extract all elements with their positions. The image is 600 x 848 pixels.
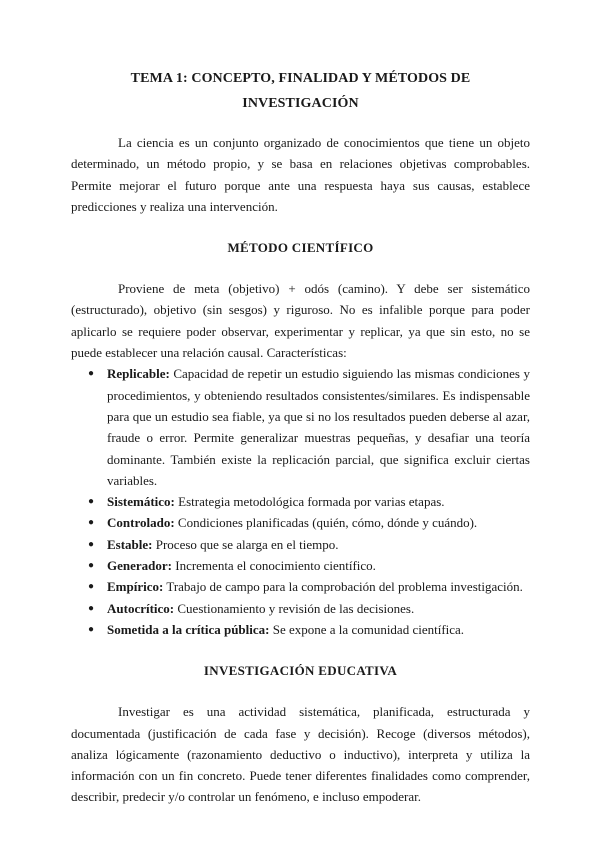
feature-term: Generador: — [107, 558, 172, 574]
bullet-icon: ● — [88, 517, 95, 529]
section-heading-metodo-cientifico: MÉTODO CIENTÍFICO — [227, 240, 374, 256]
list-item-estable — [71, 534, 530, 555]
spacer — [71, 640, 530, 660]
investigacion-paragraph: Investigar es una actividad sistemática, planificada, estructurada y documentada (justificación de cada fase y decisión). Recoge (diversos métodos), analiza lógicamente (razonamiento deductivo o inductivo), interpreta y utiliza la información con un fin concreto. Puede tener diferentes finalidades como comprender, describir, predecir y/o controlar un fenómeno, e incluso empoderar. — [71, 704, 530, 805]
bullet-icon: ● — [88, 623, 95, 635]
feature-desc: Condiciones planificadas (quién, cómo, dónde y cuándo). — [174, 515, 478, 531]
list-item-replicable — [71, 363, 530, 491]
list-item-sistematico — [71, 491, 530, 512]
feature-desc: Se expone a la comunidad científica. — [269, 621, 465, 637]
document-page — [71, 66, 530, 808]
intro-paragraph: La ciencia es un conjunto organizado de conocimientos que tiene un objeto determinado, un método propio, y se basa en relaciones objetivas comprobables. Permite mejorar el futuro porque ante una respuesta haya sus causas, establece predicciones y realiza una intervención. — [71, 135, 530, 214]
list-item-autocritico — [71, 598, 530, 619]
feature-desc: Estrategia metodológica formada por varias etapas. — [174, 494, 445, 510]
feature-term: Sometida a la crítica pública: — [107, 621, 270, 637]
feature-term: Controlado: — [107, 515, 175, 531]
bullet-icon: ● — [88, 538, 95, 550]
feature-term: Replicable: — [107, 366, 170, 382]
feature-desc: Proceso que se alarga en el tiempo. — [152, 536, 339, 552]
document-title: TEMA 1: CONCEPTO, FINALIDAD Y MÉTODOS DE INVESTIGACIÓN — [130, 71, 471, 111]
bullet-icon: ● — [88, 602, 95, 614]
spacer — [71, 258, 530, 278]
feature-desc: Incrementa el conocimiento científico. — [171, 558, 376, 574]
feature-desc: Capacidad de repetir un estudio siguiendo las mismas condiciones y procedimientos, y obteniendo resultados consistentes/similares. Es indispensable para que un estudio sea fiable, ya que si no los resultados pueden deberse al azar, fraude o error. Permite generalizar muestras pequeñas, y desafiar una teoría dominante. También existe la replicación parcial, que significa excluir ciertas variables. — [107, 366, 530, 488]
list-item-controlado — [71, 512, 530, 533]
features-list — [71, 363, 530, 640]
feature-desc: Cuestionamiento y revisión de las decisiones. — [174, 600, 415, 616]
section-heading-investigacion-educativa: INVESTIGACIÓN EDUCATIVA — [203, 663, 398, 679]
list-item-sometida — [71, 619, 530, 640]
bullet-icon: ● — [88, 368, 95, 380]
feature-term: Sistemático: — [107, 494, 175, 510]
feature-term: Estable: — [107, 536, 153, 552]
feature-desc: Trabajo de campo para la comprobación del problema investigación. — [163, 579, 523, 595]
metodo-paragraph: Proviene de meta (objetivo) + odós (camino). Y debe ser sistemático (estructurado), objetivo (sin sesgos) y riguroso. No es infalible porque para poder aplicarlo se requiere poder observar, experimentar y replicar, ya que sin esto, no se puede establecer una relación causal. Características: — [71, 281, 530, 361]
spacer — [71, 217, 530, 237]
feature-term: Autocrítico: — [107, 600, 175, 616]
bullet-icon: ● — [88, 560, 95, 572]
spacer — [71, 681, 530, 701]
bullet-icon: ● — [88, 496, 95, 508]
feature-term: Empírico: — [107, 579, 164, 595]
list-item-generador — [71, 555, 530, 576]
list-item-empirico — [71, 576, 530, 597]
bullet-icon: ● — [88, 581, 95, 593]
